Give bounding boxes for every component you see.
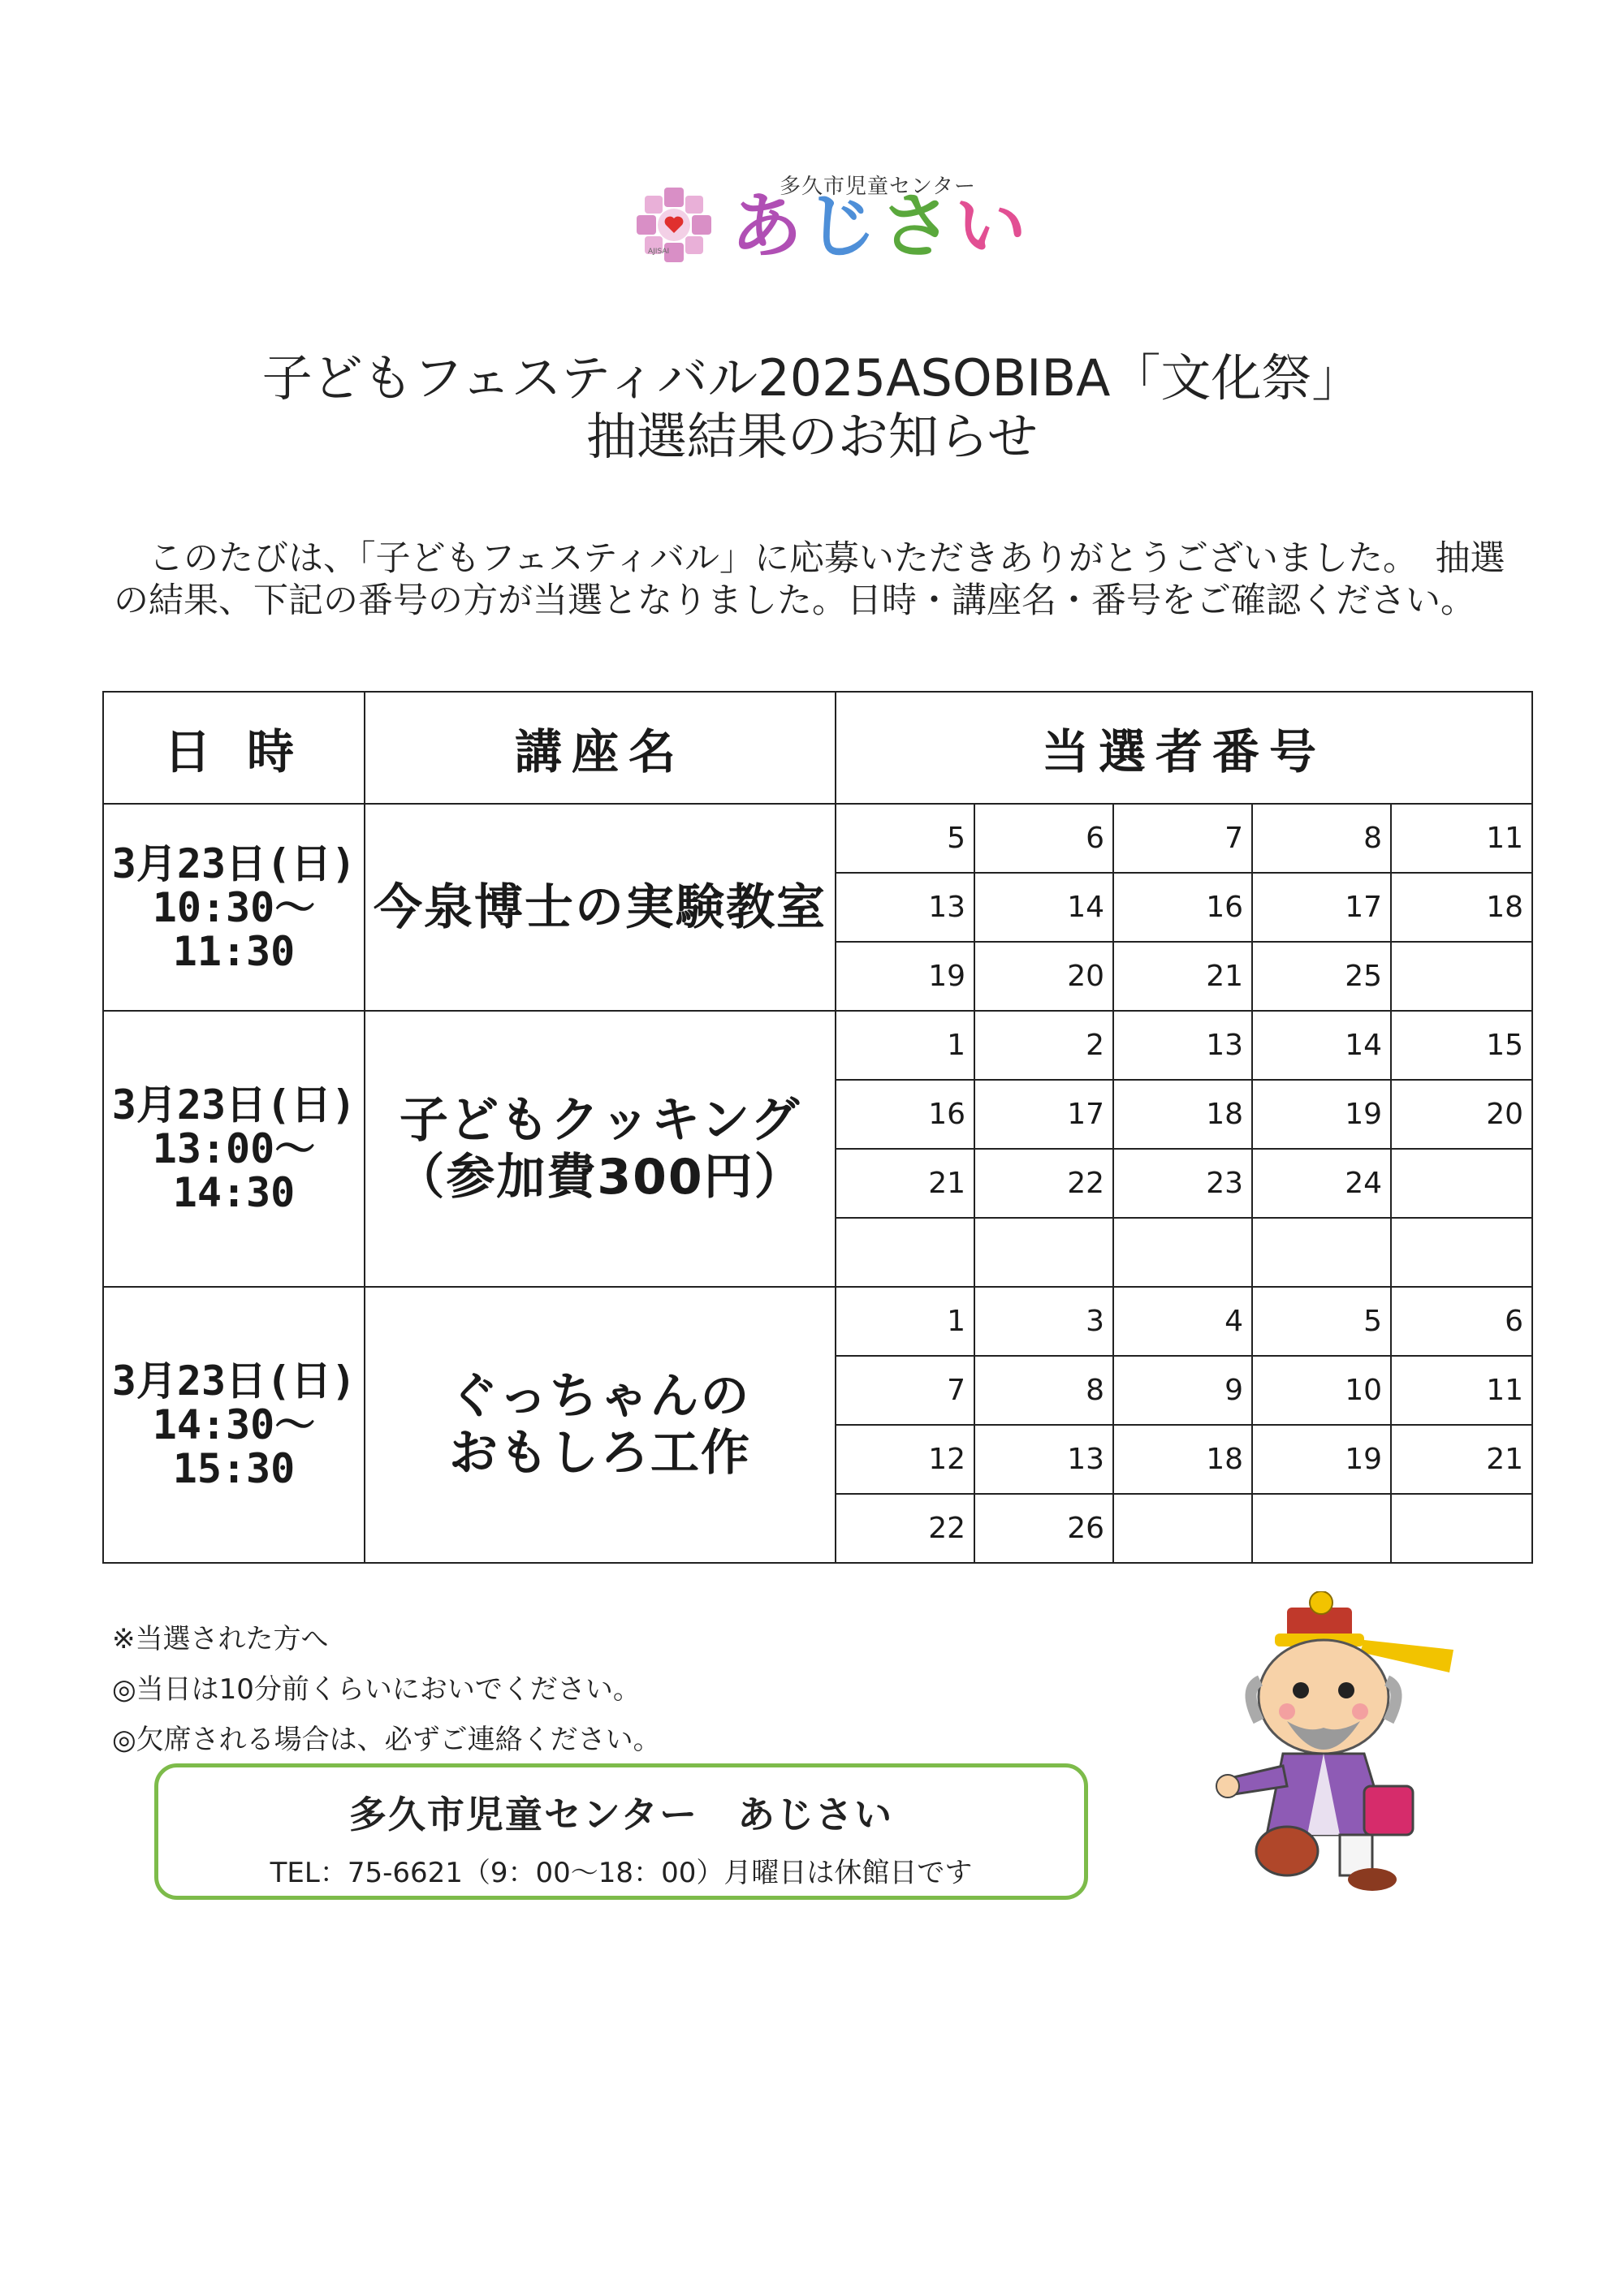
winner-number: 18 — [1391, 873, 1532, 942]
winner-number: 14 — [1252, 1011, 1391, 1080]
winner-number: 7 — [1113, 804, 1252, 873]
winner-number: 20 — [1391, 1080, 1532, 1149]
session-date — [103, 1287, 365, 1563]
winner-number — [1113, 1218, 1252, 1287]
winner-number: 21 — [1391, 1425, 1532, 1494]
winner-number: 24 — [1252, 1149, 1391, 1218]
date-line: 3月23日(日) — [111, 839, 356, 887]
winner-number: 13 — [1113, 1011, 1252, 1080]
date-line: 10:30～ — [152, 883, 316, 931]
date-line: 15:30 — [172, 1445, 296, 1492]
course-line: ぐっちゃんの — [449, 1368, 751, 1425]
contact-tel: TEL：75-6621（9：00〜18：00）月曜日は休館日です — [270, 1857, 973, 1889]
winner-number: 11 — [1391, 804, 1532, 873]
winner-number: 3 — [974, 1287, 1113, 1356]
course-line: おもしろ工作 — [449, 1425, 751, 1482]
contact-box — [154, 1763, 1088, 1900]
winner-number: 6 — [1391, 1287, 1532, 1356]
date-line: 13:00～ — [152, 1125, 316, 1172]
note-line: ◎当日は10分前くらいにおいでください。 — [112, 1673, 641, 1706]
logo-small-text: AJISAI — [648, 248, 670, 256]
winner-number: 4 — [1113, 1287, 1252, 1356]
winner-number: 26 — [974, 1494, 1113, 1563]
logo-char: じ — [806, 184, 881, 268]
contact-name: 多久市児童センター あじさい — [348, 1793, 894, 1836]
winner-number: 12 — [836, 1425, 974, 1494]
ajisai-flower-icon — [633, 184, 715, 265]
note-line: ◎欠席される場合は、必ずご連絡ください。 — [112, 1724, 661, 1756]
winner-number: 8 — [1252, 804, 1391, 873]
logo-caption: 多久市児童センター — [780, 175, 976, 199]
winner-number: 17 — [974, 1080, 1113, 1149]
course-line: （参加費300円） — [395, 1149, 805, 1206]
winner-number: 22 — [836, 1494, 974, 1563]
winner-number: 10 — [1252, 1356, 1391, 1425]
table-row — [103, 1287, 1532, 1356]
winner-number: 20 — [974, 942, 1113, 1011]
winner-number — [836, 1218, 974, 1287]
winner-number: 18 — [1113, 1425, 1252, 1494]
date-line: 3月23日(日) — [111, 1081, 356, 1129]
table-row — [103, 1011, 1532, 1080]
winner-number: 25 — [1252, 942, 1391, 1011]
notes — [112, 1614, 661, 1765]
winner-number: 5 — [1252, 1287, 1391, 1356]
winner-number: 9 — [1113, 1356, 1252, 1425]
winner-number: 5 — [836, 804, 974, 873]
winner-number — [1113, 1494, 1252, 1563]
winner-number: 16 — [1113, 873, 1252, 942]
winner-number: 17 — [1252, 873, 1391, 942]
page-title: 子どもフェスティバル2025ASOBIBA「文化祭」 — [261, 348, 1363, 408]
session-date — [103, 1011, 365, 1287]
logo-char: さ — [880, 184, 956, 268]
logo-char: あ — [731, 184, 806, 268]
winner-number: 13 — [974, 1425, 1113, 1494]
winner-number: 16 — [836, 1080, 974, 1149]
date-line: 14:30 — [172, 1169, 296, 1216]
winner-number — [1391, 1494, 1532, 1563]
winner-number: 19 — [836, 942, 974, 1011]
course-line: 子どもクッキング — [399, 1092, 801, 1149]
winner-number: 7 — [836, 1356, 974, 1425]
winner-number: 14 — [974, 873, 1113, 942]
logo — [633, 166, 1072, 272]
header-date: 日 時 — [103, 692, 365, 804]
winner-number: 21 — [836, 1149, 974, 1218]
winner-number — [974, 1218, 1113, 1287]
date-line: 3月23日(日) — [111, 1357, 356, 1405]
header-course: 講座名 — [365, 692, 836, 804]
winner-number: 19 — [1252, 1425, 1391, 1494]
winner-number — [1252, 1218, 1391, 1287]
mascot-illustration — [1210, 1591, 1478, 1900]
winner-number: 11 — [1391, 1356, 1532, 1425]
session-course — [365, 804, 836, 1011]
winner-number — [1391, 1218, 1532, 1287]
intro-text: このたびは、「子どもフェスティバル」に応募いただきありがとうございました。 抽選の結果、下記の番号の方が当選となりました。日時・講座名・番号をご確認ください。 — [114, 538, 1505, 621]
winner-number: 2 — [974, 1011, 1113, 1080]
logo-char: い — [955, 184, 1030, 268]
date-line: 11:30 — [172, 927, 296, 975]
lottery-results-table — [102, 691, 1533, 1564]
table-body — [103, 804, 1532, 1563]
table-row — [103, 804, 1532, 873]
course-line: 今泉博士の実験教室 — [374, 878, 827, 936]
winner-number — [1252, 1494, 1391, 1563]
session-course — [365, 1011, 836, 1287]
winner-number: 21 — [1113, 942, 1252, 1011]
note-line: ※当選された方へ — [112, 1623, 329, 1655]
header-winners: 当選者番号 — [836, 692, 1532, 804]
winner-number: 19 — [1252, 1080, 1391, 1149]
winner-number: 1 — [836, 1011, 974, 1080]
winner-number: 22 — [974, 1149, 1113, 1218]
session-date — [103, 804, 365, 1011]
winner-number — [1391, 1149, 1532, 1218]
page-subtitle: 抽選結果のお知らせ — [585, 407, 1039, 466]
winner-number: 15 — [1391, 1011, 1532, 1080]
date-line: 14:30～ — [152, 1401, 316, 1448]
winner-number: 8 — [974, 1356, 1113, 1425]
session-course — [365, 1287, 836, 1563]
winner-number — [1391, 942, 1532, 1011]
winner-number: 18 — [1113, 1080, 1252, 1149]
winner-number: 1 — [836, 1287, 974, 1356]
winner-number: 13 — [836, 873, 974, 942]
winner-number: 6 — [974, 804, 1113, 873]
winner-number: 23 — [1113, 1149, 1252, 1218]
